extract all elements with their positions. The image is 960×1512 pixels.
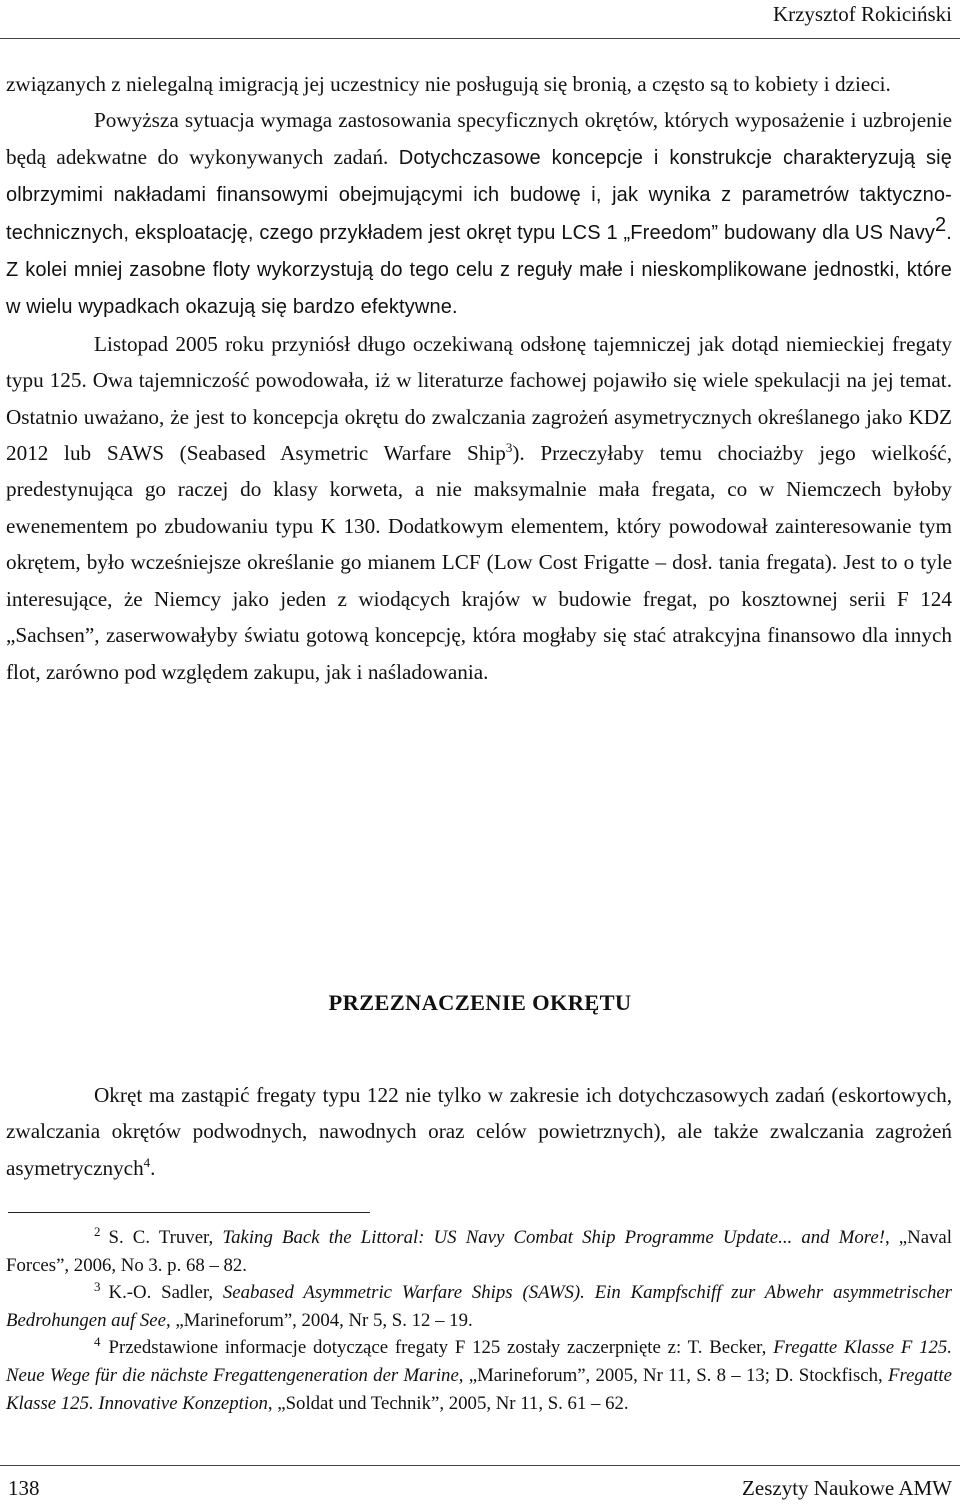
paragraph-1 (6, 66, 952, 102)
body-text (6, 66, 952, 690)
footnote-4-text: Przedstawione informacje dotyczące fregaty F 125 zostały zaczerpnięte z: T. Becker, (108, 1337, 774, 1359)
footnote-ref-4[interactable]: 4 (143, 1154, 151, 1170)
section-paragraph-1 (6, 1077, 952, 1186)
footnote-2-author: S. C. Truver, (108, 1227, 223, 1248)
paragraph-3-text-a: Listopad 2005 roku przyniósł długo oczekiwaną odsłonę tajemniczej jak dotąd niemieckiej fregaty typu 125. Owa tajemniczość powodowała, iż w literaturze fachowej pojawiło się wiele spekulacji na jej temat. Ostatnio uważano, że jest to koncepcja okrętu do zwalczania zagrożeń asymetrycznych określanego jako KDZ 2012 lub SAWS (Seabased Asymetric Warfare Ship (6, 331, 952, 466)
paragraph-3-text-b: ). Przeczyłaby temu chociażby jego wielkość, predestynująca go raczej do klasy korweta, a nie maksymalnie mała fregata, co w Niemczech byłoby ewenementem po zbudowaniu typu K 130. Dodatkowym elementem, który powodował zainteresowanie tym okrętem, było wcześniejsze określanie go mianem LCF (Low Cost Frigatte – dosł. tania fregata). Jest to o tyle interesujące, że Niemcy jako jeden z wiodących krajów w budowie fregat, po kosztownej serii F 124 „Sachsen”, zaserwowałyby światu gotową koncepcję, która mogłaby się stać atrakcyjna finansowo dla innych flot, zarówno pod względem zakupu, jak i naśladowania. (6, 441, 952, 684)
footnote-2 (6, 1224, 952, 1279)
footnote-2-source: , „Naval Forces”, 2006, No 3. p. 68 – 82. (6, 1227, 952, 1276)
section-body (6, 1077, 952, 1186)
footnote-2-title: Taking Back the Littoral: US Navy Combat Ship Programme Update... and More! (222, 1227, 885, 1248)
footnote-4-source-2: , „Soldat und Technik”, 2005, Nr 11, S. 61 – 62. (267, 1392, 629, 1414)
paragraph-2-text-b: Dotychczasowe koncepcje i konstrukcje charakteryzują się olbrzymimi nakładami finansowymi obejmującymi ich budowę i, jak wynika z parametrów taktyczno-technicznych, eksploatację, czego przykładem jest okręt typu LCS 1 „Freedom” budowany dla US Navy (6, 146, 952, 244)
section-paragraph-1-text: Okręt ma zastąpić fregaty typu 122 nie tylko w zakresie ich dotychczasowych zadań (eskortowych, zwalczania okrętów podwodnych, nawodnych oraz celów powietrznych), ale także zwalczania zagrożeń asymetrycznych (6, 1083, 952, 1180)
paragraph-2-text-a: Powyższa sytuacja wymaga zastosowania specyficznych okrętów, których wyposażenie i uzbrojenie będą adekwatne do wykonywanych zadań. (6, 108, 952, 169)
section-heading: PRZEZNACZENIE OKRĘTU (328, 990, 632, 1015)
footnote-4-title-2: Fregatte Klasse 125. Innovative Konzeption (6, 1364, 952, 1414)
footnote-number-2: 2 (94, 1223, 101, 1239)
footnote-ref-3[interactable]: 3 (505, 440, 513, 455)
page-number: 138 (8, 1476, 40, 1500)
header-author: Krzysztof Rokiciński (772, 2, 952, 26)
paragraph-2-text-c: . Z kolei mniej zasobne floty wykorzystują do tego celu z reguły małe i nieskomplikowane jednostki, które w wielu wypadkach okazują się bardzo efektywne. (6, 221, 952, 319)
footnote-4 (6, 1334, 952, 1417)
footnote-4-title-1: Fregatte Klasse F 125. Neue Wege für die nächste Fregattengeneration der Marine (6, 1337, 952, 1386)
footnote-separator (8, 1212, 370, 1213)
running-footer (0, 1465, 960, 1512)
section-paragraph-1-end: . (150, 1155, 156, 1180)
footnote-number-4: 4 (94, 1334, 101, 1350)
footnote-3-title: Seabased Asymmetric Warfare Ships (SAWS). Ein Kampfschiff zur Abwehr asymmetrischer Bedrohungen auf See (6, 1282, 952, 1331)
footnotes (6, 1224, 952, 1417)
footnote-4-source-1: , „Marineforum”, 2005, Nr 11, S. 8 – 13; D. Stockfisch, (458, 1364, 889, 1386)
footnote-3-source: , „Marineforum”, 2004, Nr 5, S. 12 – 19. (165, 1309, 473, 1331)
footnote-3-author: K.-O. Sadler, (108, 1282, 223, 1304)
paragraph-3 (6, 326, 952, 690)
footnote-ref-2[interactable]: 2 (935, 213, 947, 236)
footnote-3 (6, 1279, 952, 1334)
running-header (0, 0, 960, 39)
journal-name: Zeszyty Naukowe AMW (742, 1476, 952, 1500)
paragraph-1-text: związanych z nielegalną imigracją jej uczestnicy nie posługują się bronią, a często są to kobiety i dzieci. (6, 72, 891, 96)
footnote-number-3: 3 (94, 1278, 101, 1294)
paragraph-2 (6, 102, 952, 325)
